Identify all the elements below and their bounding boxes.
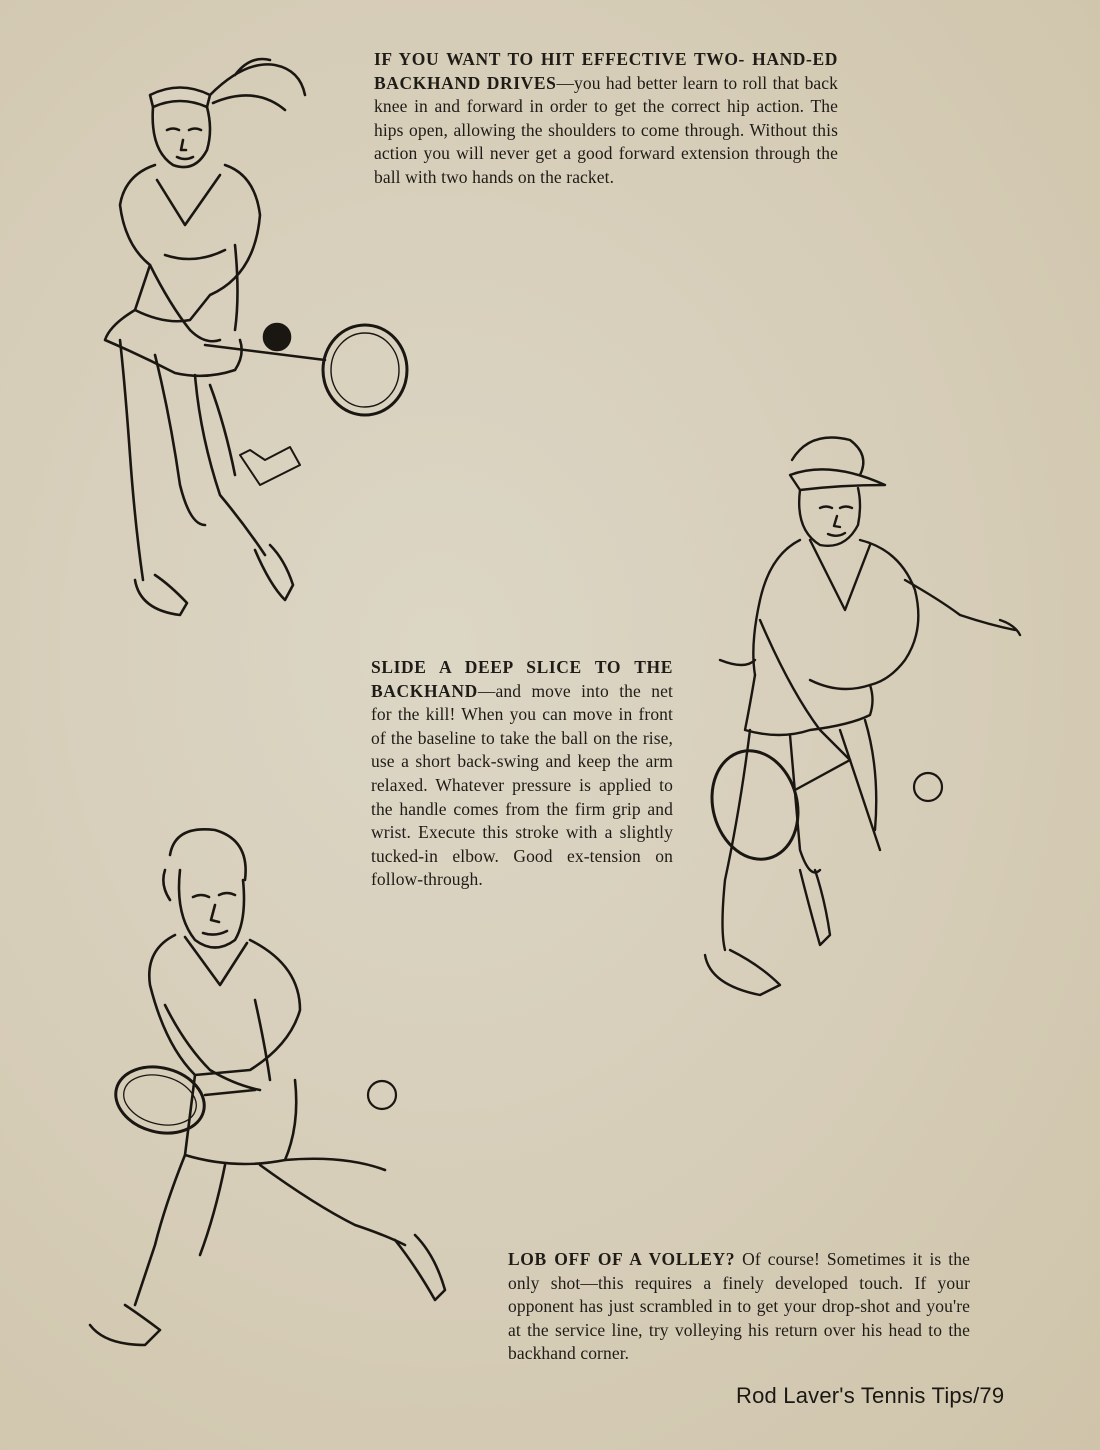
player-illustration-3	[85, 825, 455, 1380]
headband	[150, 88, 210, 108]
player-illustration-2	[700, 430, 1030, 1010]
head	[799, 488, 860, 546]
torso	[753, 540, 918, 689]
visor	[790, 469, 885, 490]
shorts	[185, 1075, 296, 1164]
face	[167, 129, 201, 160]
right-arm	[255, 1000, 270, 1080]
knee-arrow	[240, 447, 300, 485]
left-arm	[165, 1005, 260, 1090]
tip-deep-slice	[371, 656, 673, 892]
tip-body: —you had better learn to roll that back knee in and forward in order to get the correct hip action. The hips open, allowing the shoulders to come through. Without this action you will never get a good forward extension through the ball with two hands on the racket.	[374, 72, 838, 187]
collar	[185, 937, 247, 985]
hair-ribbon	[210, 59, 305, 110]
shoes	[135, 545, 293, 615]
tip-lob-volley	[508, 1248, 970, 1366]
shoes	[90, 1235, 445, 1345]
face	[193, 893, 235, 935]
tip-body: —and move into the net for the kill! When you can move in front of the baseline to take the ball on the rise, use a short back-swing and keep the arm relaxed. Whatever pressure is applied to the handle comes from the firm grip and wrist. Execute this stroke with a slightly tucked-in elbow. Good ex-tension on follow-through.	[371, 680, 673, 890]
hair	[163, 829, 245, 900]
tip-heading: IF YOU WANT TO HIT EFFECTIVE TWO- HAND-ED BACKHAND DRIVES	[374, 49, 838, 93]
shirt-detail	[157, 175, 225, 259]
tip-two-handed-backhand	[374, 48, 838, 190]
legs	[723, 720, 881, 950]
face	[820, 507, 852, 536]
shirt	[149, 935, 300, 1075]
tip-heading: SLIDE A DEEP SLICE TO THE BACKHAND	[371, 657, 673, 701]
tip-body: Of course! Sometimes it is the only shot—this requires a finely developed touch. If your opponent has just scrambled in to get your drop-shot and you're at the service line, try volleying his return over his head to the backhand corner.	[508, 1249, 970, 1364]
right-arm	[905, 580, 1020, 635]
tip-heading: LOB OFF OF A VOLLEY?	[508, 1249, 736, 1269]
collar	[810, 540, 870, 610]
racket-throat	[205, 1090, 255, 1095]
page-footer: Rod Laver's Tennis Tips/79	[736, 1383, 1005, 1408]
racket-throat	[205, 345, 325, 360]
legs	[135, 1155, 405, 1305]
ball	[368, 1081, 396, 1109]
ball	[914, 773, 942, 801]
left-arm	[720, 620, 850, 760]
racket-head	[108, 1057, 211, 1142]
skirt	[745, 675, 873, 735]
racket-head	[323, 325, 407, 415]
ball	[264, 324, 290, 350]
torso	[120, 165, 260, 321]
racket-throat	[795, 760, 850, 790]
